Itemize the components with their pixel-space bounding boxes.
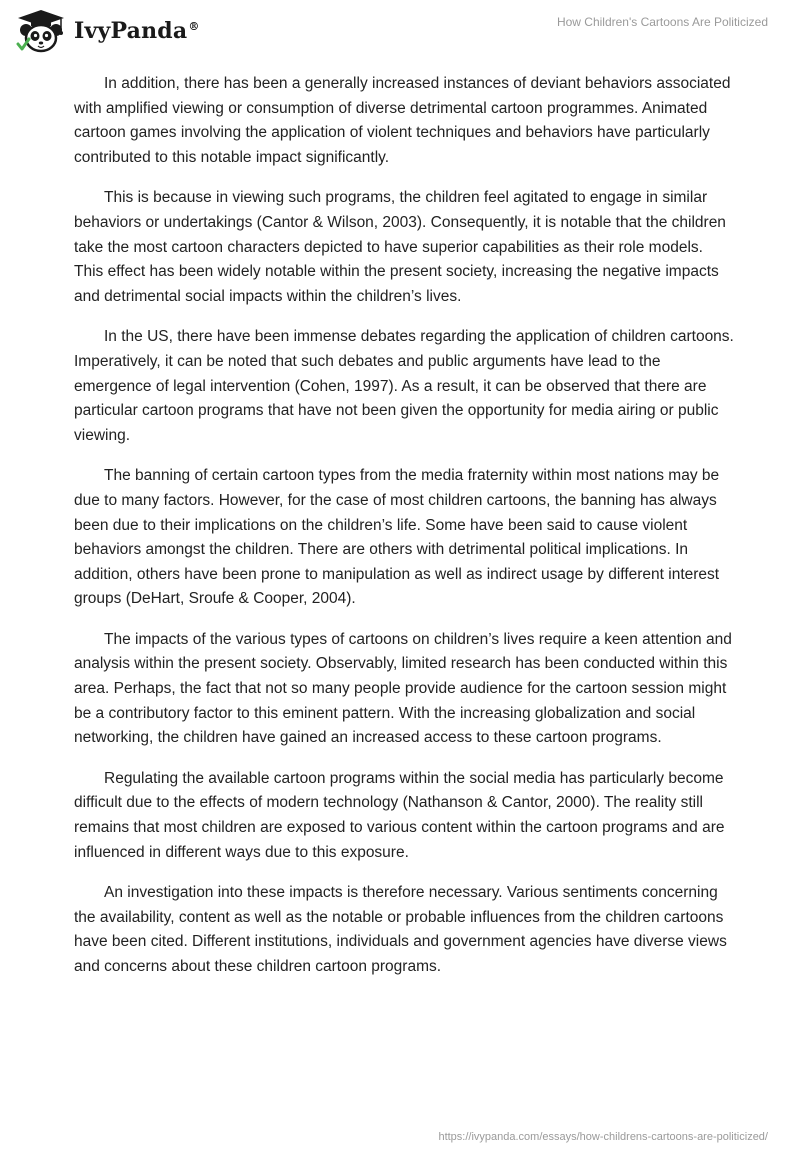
paragraph: In addition, there has been a generally increased instances of deviant behaviors associated with amplified viewing or consumption of diverse detrimental cartoon programmes. Animated cartoon games involving the application of violent techniques and behaviors have particularly contributed to this notable impact significantly. xyxy=(74,75,731,166)
paragraph: The banning of certain cartoon types from the media fraternity within most nations may be due to many factors. However, for the case of most children cartoons, the banning has always been due to their implications on the children’s life. Some have been said to cause violent behaviors amongst the children. There are others with detrimental political implications. In addition, others have been prone to manipulation as well as indirect usage by different interest groups (DeHart, Sroufe & Cooper, 2004). xyxy=(74,467,720,608)
source-url[interactable]: https://ivypanda.com/essays/how-childrens-cartoons-are-politicized/ xyxy=(438,1131,768,1143)
panda-graduate-icon xyxy=(14,8,68,54)
paragraph: The impacts of the various types of cartoons on children’s lives require a keen attention and analysis within the present society. Observably, limited research has been conducted within this area. Perhaps, the fact that not so many people provide audience for the cartoon session might be a contributory factor to this eminent pattern. With the increasing globalization and social networking, the children have gained an increased access to these cartoon programs. xyxy=(74,630,732,747)
paragraph: In the US, there have been immense debates regarding the application of children cartoons. Imperatively, it can be noted that such debates and public arguments have lead to the emergence of legal intervention (Cohen, 1997). As a result, it can be observed that there are particular cartoon programs that have not been given the opportunity for media airing or public viewing. xyxy=(74,328,734,444)
page-header xyxy=(0,0,800,60)
paragraph: An investigation into these impacts is therefore necessary. Various sentiments concerning the availability, content as well as the notable or probable influences from the children cartoons have been cited. Different institutions, individuals and government agencies have diverse views and concerns about these children cartoon programs. xyxy=(74,884,727,975)
running-title: How Children's Cartoons Are Politicized xyxy=(556,15,768,29)
ivypanda-logo[interactable] xyxy=(14,8,200,54)
logo-text: IvyPanda® xyxy=(74,18,200,44)
paragraph: Regulating the available cartoon programs within the social media has particularly become difficult due to the effects of modern technology (Nathanson & Cantor, 2000). The reality still remains that most children are exposed to various content within the cartoon programs and are influenced in different ways due to this exposure. xyxy=(74,769,725,861)
essay-body xyxy=(74,72,734,996)
paragraph: This is because in viewing such programs, the children feel agitated to engage in similar behaviors or undertakings (Cantor & Wilson, 2003). Consequently, it is notable that the children take the most cartoon characters depicted to have superior capabilities as their role models. This effect has been widely notable within the present society, increasing the negative impacts and detrimental social impacts within the children’s lives. xyxy=(74,189,726,305)
